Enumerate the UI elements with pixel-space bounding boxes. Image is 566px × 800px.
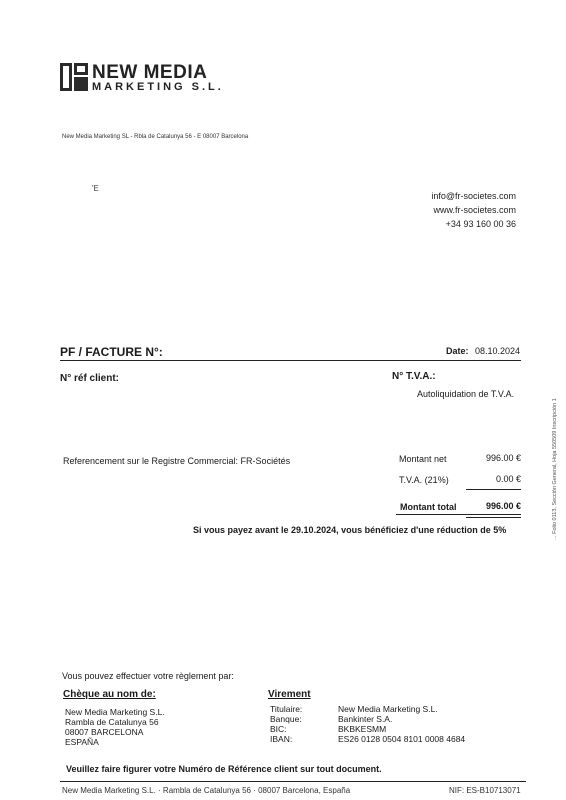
transfer-value: New Media Marketing S.L. <box>338 704 438 714</box>
total-label: Montant total <box>400 502 457 512</box>
transfer-value: ES26 0128 0504 8101 0008 4684 <box>338 734 466 744</box>
cheque-line: 08007 BARCELONA <box>65 727 144 737</box>
client-ref-label: N° réf client: <box>60 373 120 384</box>
transfer-label: Titulaire: <box>270 704 303 714</box>
company-logo-icon <box>60 63 88 91</box>
net-amount-value: 996.00 € <box>485 453 521 463</box>
footer-address: New Media Marketing S.L. · Rambla de Catalunya 56 · 08007 Barcelona, España <box>62 786 351 795</box>
tax-value: 0.00 € <box>495 474 521 484</box>
transfer-heading: Virement <box>268 689 311 700</box>
transfer-labels <box>270 704 302 744</box>
invoice-title: PF / FACTURE N°: <box>60 345 163 359</box>
vat-number-label: N° T.V.A.: <box>392 371 436 382</box>
line-item-description: Referencement sur le Registre Commercial: FR-Sociétés <box>63 456 291 466</box>
transfer-label: BIC: <box>270 724 287 734</box>
date-label: Date: <box>446 346 469 356</box>
footer-nif: NIF: ES-B10713071 <box>449 786 521 795</box>
date-value: 08.10.2024 <box>475 346 521 356</box>
transfer-values <box>338 704 465 744</box>
registry-side-text: ... Folio 0113, Sección General, Hoja 550509 Inscripción 1 <box>552 398 558 540</box>
recipient-fragment: 'E <box>92 184 99 193</box>
cheque-line: ESPAÑA <box>65 737 99 747</box>
subtotal-divider <box>466 489 521 490</box>
contact-phone: +34 93 160 00 36 <box>445 219 516 229</box>
net-amount-label: Montant net <box>399 454 447 464</box>
total-double-rule <box>466 517 521 518</box>
transfer-label: Banque: <box>270 714 302 724</box>
cheque-line: New Media Marketing S.L. <box>65 707 165 717</box>
payment-intro: Vous pouvez effectuer votre règlement par: <box>62 671 234 681</box>
transfer-value: Bankinter S.A. <box>338 714 393 724</box>
sender-address-line: New Media Marketing SL - Rbla de Catalunya 56 - E 08007 Barcelona <box>62 134 249 140</box>
cheque-payee-block <box>65 707 165 747</box>
transfer-label: IBAN: <box>270 734 293 744</box>
footer-divider <box>60 781 526 782</box>
contact-website: www.fr-societes.com <box>433 205 516 215</box>
total-divider <box>396 514 521 515</box>
early-payment-discount-note: Si vous payez avant le 29.10.2024, vous bénéficiez d'une réduction de 5% <box>193 525 507 535</box>
vat-note: Autoliquidation de T.V.A. <box>417 389 515 399</box>
transfer-value: BKBKESMM <box>338 724 387 734</box>
cheque-heading: Chèque au nom de: <box>63 689 156 700</box>
company-name-line2: MARKETING S.L. <box>92 81 224 93</box>
contact-email: info@fr-societes.com <box>431 191 516 201</box>
tax-label: T.V.A. (21%) <box>399 475 449 485</box>
company-name-line1: NEW MEDIA <box>92 62 208 83</box>
cheque-line: Rambla de Catalunya 56 <box>65 717 159 727</box>
total-value: 996.00 € <box>485 501 521 511</box>
header-divider <box>60 360 521 361</box>
reference-note: Veuillez faire figurer votre Numéro de Référence client sur tout document. <box>66 764 382 774</box>
